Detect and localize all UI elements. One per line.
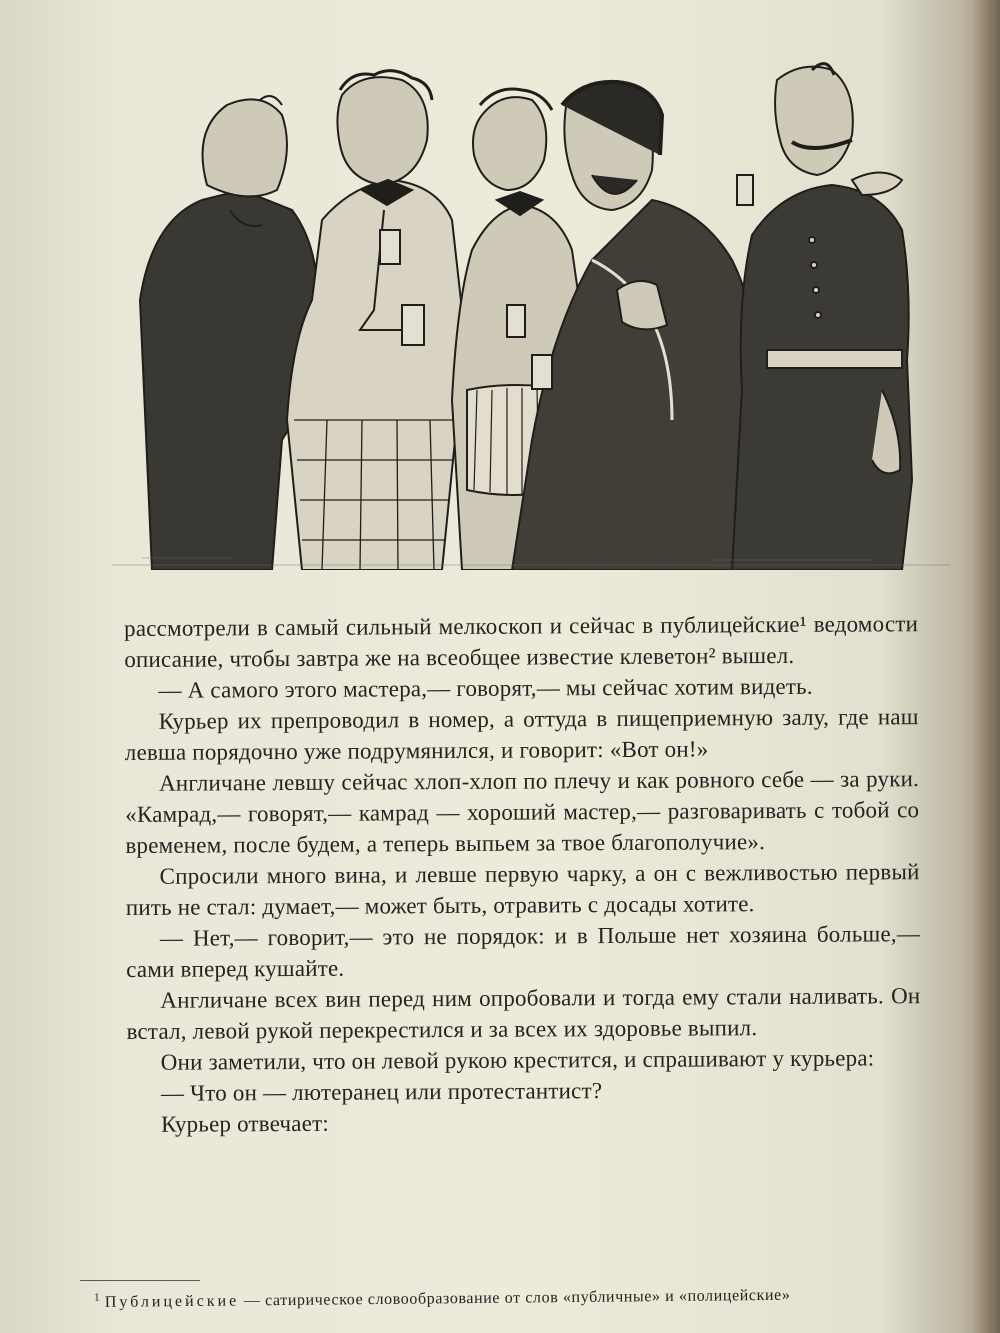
paragraph-2: — А самого этого мастера,— говорят,— мы сейчас хотим видеть. <box>158 673 813 703</box>
figure-man-checked-trousers <box>287 71 462 570</box>
paragraph-4: Англичане левшу сейчас хлоп-хлоп по плечу и как ровного себе — за руки. «Камрад,— говорят,— камрад — хороший мастер,— разговаривать с тобой со временем, после будем, а теперь выпьем за твое благополучие». <box>125 766 920 858</box>
illustration-five-men-toasting <box>112 60 950 570</box>
paragraph-3: Курьер их препроводил в номер, а оттуда в пищеприемную залу, где наш левша порядочно уже подрумянился, и говорит: «Вот он!» <box>124 704 919 765</box>
next-page-edge <box>970 0 1000 1333</box>
paragraph-7: Англичане всех вин перед ним опробовали и тогда ему стали наливать. Он встал, левой рукой перекрестился и за всех их здоровье выпил. <box>126 983 921 1044</box>
footnote-marker: 1 <box>93 1291 101 1304</box>
figure-military-officer <box>732 64 912 570</box>
paragraph-1: рассмотрели в самый сильный мелкоскоп и сейчас в публицейские¹ ведомости описание, чтобы завтра же на всеобщее известие клеветон² вышел. <box>124 611 919 672</box>
footnote-term: Публицейские <box>104 1292 240 1311</box>
paragraph-5: Спросили много вина, и левше первую чарку, а он с вежливостью первый пить не стал: думает,— может быть, отравить с досады хотите. <box>125 859 920 920</box>
paragraph-8: Они заметили, что он левой рукою крестится, и спрашивают у курьера: <box>160 1045 875 1075</box>
footnote-text: — сатирическое словообразование от слов «публичные» и «полицейские» <box>243 1286 791 1310</box>
paragraph-10: Курьер отвечает: <box>161 1110 329 1137</box>
body-text <box>124 608 921 1140</box>
paragraph-6: — Нет,— говорит,— это не порядок: и в Польше нет хозяина больше,— сами вперед кушайте. <box>126 921 921 982</box>
figure-old-man-dark-coat <box>140 96 318 570</box>
paragraph-9: — Что он — лютеранец или протестантист? <box>160 1078 603 1106</box>
footnote-divider <box>80 1280 200 1281</box>
